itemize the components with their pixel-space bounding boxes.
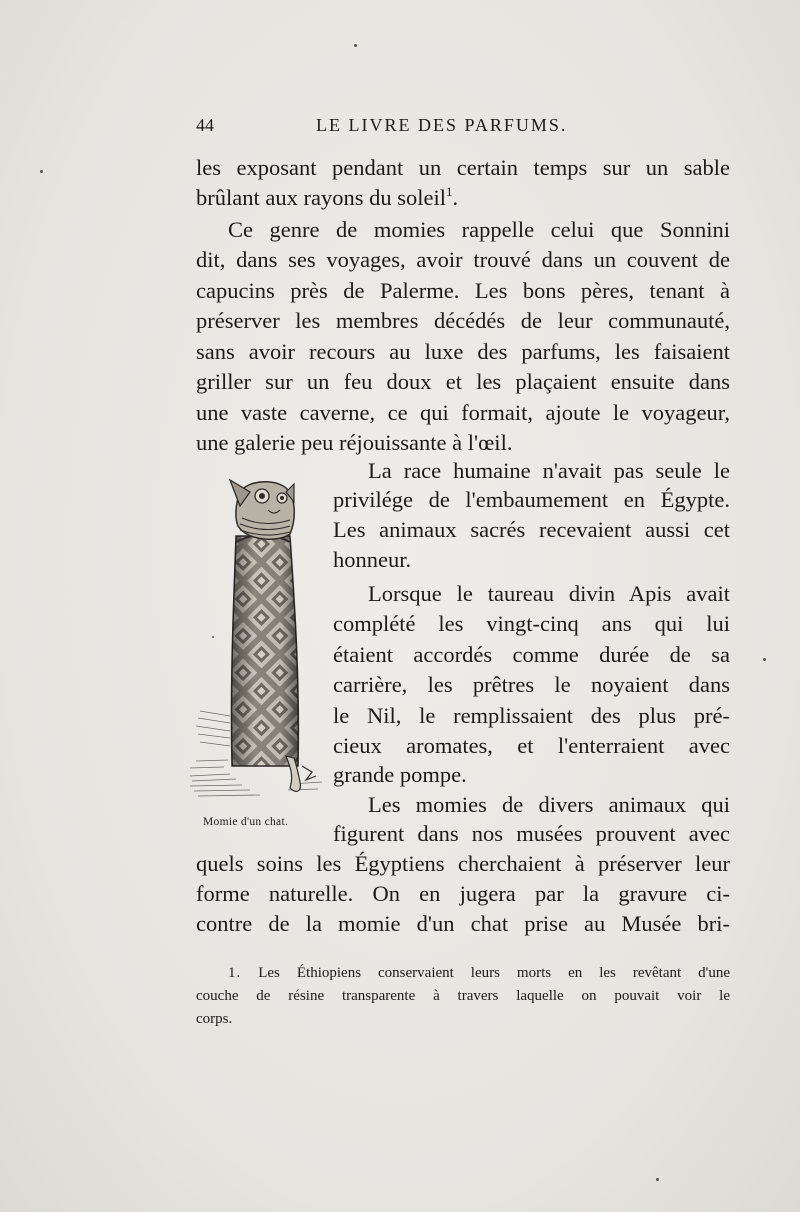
paper-speck — [212, 636, 214, 638]
text-line: cieux aromates, et l'enterraient avec — [333, 733, 730, 758]
text-line: une vaste caverne, ce qui formait, ajoute le voyageur, — [196, 400, 730, 425]
text-line: carrière, les prêtres le noyaient dans — [333, 672, 730, 697]
text-line: Lorsque le taureau divin Apis avait — [368, 581, 730, 606]
page-header — [196, 115, 730, 139]
paper-speck — [763, 658, 766, 661]
text-line: figurent dans nos musées prouvent avec — [333, 821, 730, 846]
text-line: quels soins les Égyptiens cherchaient à préserver leur — [196, 851, 730, 876]
paper-speck — [656, 1178, 659, 1181]
footnote-line: corps. — [196, 1011, 233, 1027]
paper-speck — [40, 170, 43, 173]
text-line: une galerie peu réjouissante à l'œil. — [196, 430, 513, 455]
text-line: les exposant pendant un certain temps sur un sable — [196, 155, 730, 180]
text-line: griller sur un feu doux et les plaçaient ensuite dans — [196, 369, 730, 394]
paper-speck — [354, 44, 357, 47]
text-line: le Nil, le remplissaient des plus pré- — [333, 703, 730, 728]
text-line: préserver les membres décédés de leur communauté, — [196, 308, 730, 333]
text-line: contre de la momie d'un chat prise au Musée bri- — [196, 911, 730, 936]
text-line: étaient accordés comme durée de sa — [333, 642, 730, 667]
text-line: dit, dans ses voyages, avoir trouvé dans un couvent de — [196, 247, 730, 272]
text-line: Les momies de divers animaux qui — [368, 792, 730, 817]
footnote-number: 1. — [228, 965, 242, 981]
footnote-ref: 1 — [445, 184, 453, 199]
text-line: privilége de l'embaumement en Égypte. — [333, 487, 730, 512]
text-line: forme naturelle. On en jugera par la gravure ci- — [196, 881, 730, 906]
running-title: LE LIVRE DES PARFUMS. — [316, 115, 568, 135]
text-line: grande pompe. — [333, 762, 467, 787]
page-number: 44 — [196, 115, 214, 135]
text-line: La race humaine n'avait pas seule le — [368, 458, 730, 483]
text-line: complété les vingt-cinq ans qui lui — [333, 611, 730, 636]
footnote-line: 1. Les Éthiopiens conservaient leurs morts en les revêtant d'une — [228, 965, 730, 981]
text-line: capucins près de Palerme. Les bons pères, tenant à — [196, 278, 730, 303]
text-line: sans avoir recours au luxe des parfums, les faisaient — [196, 339, 730, 364]
text-line: honneur. — [333, 547, 412, 572]
text-line: Les animaux sacrés recevaient aussi cet — [333, 517, 730, 542]
text-line: Ce genre de momies rappelle celui que Sonnini — [228, 217, 730, 242]
cat-mummy-engraving — [190, 476, 330, 806]
footnote-line: couche de résine transparente à travers laquelle on pouvait voir le — [196, 988, 730, 1004]
figure-caption: Momie d'un chat. — [203, 816, 289, 828]
text-line: brûlant aux rayons du soleil$^1$. — [196, 184, 459, 210]
